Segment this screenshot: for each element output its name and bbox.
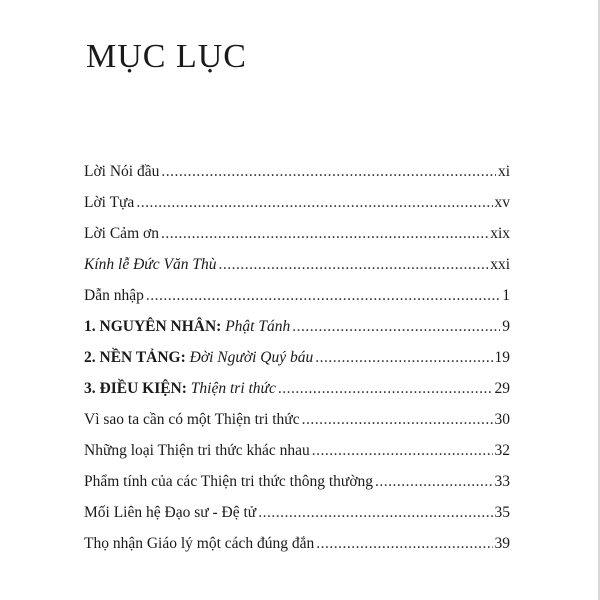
toc-entry-page: 9	[502, 318, 510, 335]
dot-leader	[161, 218, 488, 249]
toc-entry-label: Lời Tựa	[84, 194, 135, 211]
chapter-number: 1.	[84, 318, 96, 335]
toc-entry-loi-noi-dau[interactable]	[84, 156, 510, 187]
toc-chapter-3[interactable]	[84, 373, 510, 404]
toc-entry-label: Phẩm tính của các Thiện tri thức thông thường	[84, 473, 374, 490]
table-of-contents	[84, 156, 510, 559]
chapter-subtitle: Phật Tánh	[225, 318, 291, 335]
dot-leader	[302, 404, 493, 435]
dot-leader	[312, 435, 493, 466]
toc-entry-page: 19	[494, 349, 510, 366]
toc-entry-page: 29	[494, 380, 510, 397]
toc-entry-label: Kính lễ Đức Văn Thù	[84, 256, 217, 273]
dot-leader	[218, 249, 488, 280]
toc-entry-label: Dẫn nhập	[84, 287, 144, 304]
dot-leader	[375, 466, 492, 497]
toc-chapter-label	[84, 311, 290, 342]
toc-entry-page: 32	[494, 442, 510, 459]
chapter-subtitle: Đời Người Quý báu	[189, 349, 314, 366]
toc-entry-kinh-le[interactable]	[84, 249, 510, 280]
toc-entry-page: 39	[494, 535, 510, 552]
toc-entry-page: 30	[494, 411, 510, 428]
toc-entry-label: Lời Nói đầu	[84, 163, 160, 180]
toc-chapter-label	[84, 342, 313, 373]
toc-entry-nhung-loai[interactable]	[84, 435, 510, 466]
chapter-heading: ĐIỀU KIỆN:	[99, 380, 187, 397]
toc-entry-dan-nhap[interactable]	[84, 280, 510, 311]
dot-leader	[161, 156, 496, 187]
toc-entry-label: Những loại Thiện tri thức khác nhau	[84, 442, 310, 459]
dot-leader	[146, 280, 500, 311]
toc-entry-page: xi	[497, 163, 510, 180]
toc-entry-loi-cam-on[interactable]	[84, 218, 510, 249]
toc-entry-pham-tinh[interactable]	[84, 466, 510, 497]
toc-entry-page: 33	[494, 473, 510, 490]
toc-entry-page: xxi	[490, 256, 510, 273]
dot-leader	[292, 311, 500, 342]
toc-entry-vi-sao[interactable]	[84, 404, 510, 435]
toc-entry-moi-lien-he[interactable]	[84, 497, 510, 528]
toc-entry-page: xv	[494, 194, 510, 211]
page-title: MỤC LỤC	[86, 38, 247, 75]
toc-chapter-label	[84, 373, 276, 404]
toc-entry-label: Thọ nhận Giáo lý một cách đúng đắn	[84, 535, 315, 552]
chapter-heading: NGUYÊN NHÂN:	[99, 318, 222, 335]
dot-leader	[258, 497, 492, 528]
toc-entry-loi-tua[interactable]	[84, 187, 510, 218]
dot-leader	[136, 187, 492, 218]
chapter-subtitle: Thiện tri thức	[190, 380, 276, 397]
toc-entry-label: Mối Liên hệ Đạo sư - Đệ tử	[84, 504, 257, 521]
chapter-number: 2.	[84, 349, 96, 366]
dot-leader	[316, 528, 492, 559]
toc-entry-tho-nhan[interactable]	[84, 528, 510, 559]
toc-chapter-2[interactable]	[84, 342, 510, 373]
toc-entry-label: Vì sao ta cần có một Thiện tri thức	[84, 411, 300, 428]
dot-leader	[278, 373, 493, 404]
toc-entry-page: 35	[494, 504, 510, 521]
chapter-heading: NỀN TẢNG:	[99, 349, 186, 366]
toc-chapter-1[interactable]	[84, 311, 510, 342]
dot-leader	[315, 342, 492, 373]
chapter-number: 3.	[84, 380, 96, 397]
toc-entry-page: xix	[490, 225, 510, 242]
toc-entry-label: Lời Cảm ơn	[84, 225, 159, 242]
toc-entry-page: 1	[502, 287, 510, 304]
